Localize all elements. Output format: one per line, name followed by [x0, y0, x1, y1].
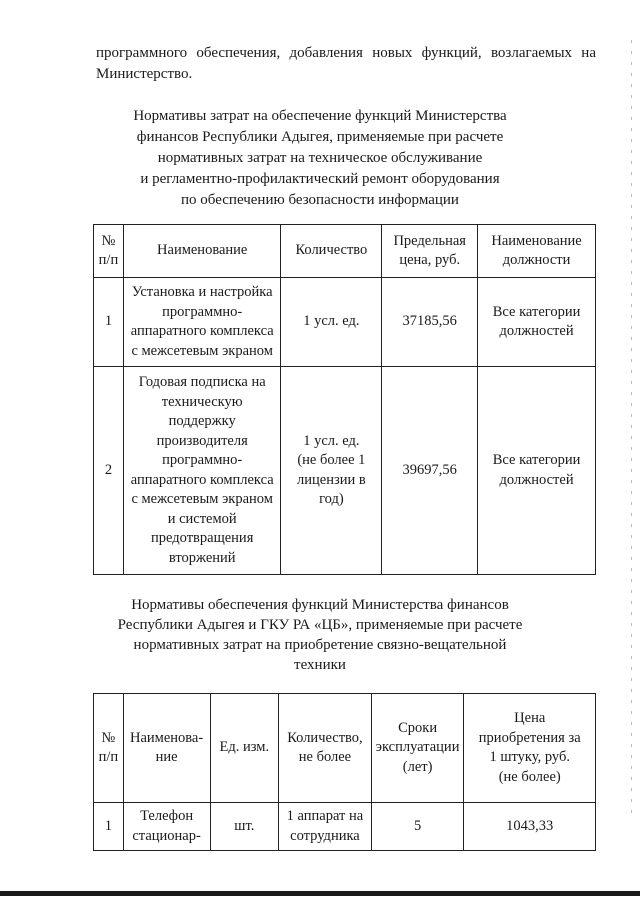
heading1-line-2: финансов Республики Адыгея, применяемые при расчете [136, 129, 504, 145]
table-cell [371, 803, 464, 851]
cell-text-line: Количество, [287, 729, 363, 746]
cell-text-line: Цена [514, 710, 546, 726]
cell-text-line: Годовая подписка на [138, 374, 266, 390]
cell-text-line: 1043,33 [506, 817, 554, 834]
cell-text-line: поддержку [168, 413, 236, 429]
table-cell [210, 803, 279, 851]
table-norms-telephony [93, 693, 596, 851]
column-header [478, 225, 596, 278]
column-header [123, 225, 281, 278]
column-header [464, 694, 596, 803]
cell-text-line: Наименование [157, 242, 248, 259]
cell-text-line: 39697,56 [402, 461, 457, 478]
cell-text-line: цена, руб. [399, 252, 461, 268]
heading2-line-2: Республики Адыгея и ГКУ РА «ЦБ», применяемые при расчете [117, 617, 523, 633]
column-header [94, 694, 124, 803]
column-header [94, 225, 124, 278]
cell-text-line: Установка и настройка [131, 284, 273, 300]
cell-text-line: 1 аппарат на [286, 808, 364, 824]
cell-text-line: предотвращения [151, 530, 254, 546]
column-header [279, 694, 372, 803]
cell-text-line: 1 [104, 313, 113, 330]
table-cell [382, 367, 478, 575]
table-cell [281, 278, 382, 367]
cell-text-line: аппаратного комплекса [130, 471, 274, 488]
cell-text-line: 1 усл. ед. [303, 313, 360, 330]
cell-text-line: (лет) [402, 758, 433, 775]
cell-text-line: № [101, 729, 116, 746]
cell-text-line: стационар- [132, 827, 201, 844]
cell-text-line: Наименование [491, 232, 582, 249]
column-header [382, 225, 478, 278]
column-header [123, 694, 210, 803]
page-bottom-rule [0, 891, 640, 896]
table-cell [281, 367, 382, 575]
cell-text-line: (не более) [498, 768, 561, 785]
heading2-line-3: нормативных затрат на приобретение связно-вещательной [133, 637, 507, 653]
cell-text-line: с межсетевым экраном [131, 342, 273, 359]
cell-text-line: Все категории [492, 452, 581, 468]
cell-text-line: должностей [499, 471, 574, 488]
table-cell [94, 803, 124, 851]
table-header-row [94, 225, 596, 278]
column-header [210, 694, 279, 803]
table-cell [464, 803, 596, 851]
cell-text-line: и системой [167, 510, 237, 527]
heading1-line-5: по обеспечению безопасности информации [181, 192, 459, 208]
cell-text-line: Предельная [393, 232, 466, 249]
table-cell [123, 803, 210, 851]
table-norms-maintenance [93, 224, 596, 575]
heading1-line-4: и регламентно-профилактический ремонт оборудования [140, 171, 500, 187]
heading1-line-3: нормативных затрат на техническое обслуживание [157, 150, 483, 166]
cell-text-line: 1 усл. ед. [303, 432, 360, 449]
table-cell [123, 367, 281, 575]
cell-text-line: лицензии в [297, 471, 366, 488]
cell-text-line: техническую [161, 393, 243, 410]
table-row [94, 278, 596, 367]
cell-text-line: Все категории [492, 303, 581, 320]
cell-text-line: Количество [295, 242, 368, 259]
table-cell [94, 367, 124, 575]
heading2-line-4: техники [294, 657, 346, 673]
column-header [281, 225, 382, 278]
cell-text-line: шт. [234, 817, 255, 834]
cell-text-line: 37185,56 [402, 313, 457, 330]
cell-text-line: 1 [104, 817, 112, 834]
cell-text-line: п/п [98, 749, 119, 765]
cell-text-line: аппаратного комплекса [130, 323, 274, 339]
table-row [94, 367, 596, 575]
cell-text-line: программно- [162, 452, 243, 468]
cell-text-line: год) [319, 491, 344, 507]
cell-text-line: производителя [156, 432, 248, 449]
table-cell [123, 278, 281, 367]
cell-text-line: Телефон [140, 808, 194, 824]
intro-line-2: Министерство. [96, 66, 193, 82]
cell-text-line: вторжений [168, 549, 236, 566]
heading1-line-1: Нормативы затрат на обеспечение функций Министерства [133, 108, 507, 124]
cell-text-line: Ед. изм. [219, 739, 270, 756]
cell-text-line: с межсетевым экраном [131, 491, 273, 507]
cell-text-line: эксплуатации [375, 739, 460, 756]
column-header [371, 694, 464, 803]
table-cell [94, 278, 124, 367]
intro-line-1: программного обеспечения, добавления новых функций, возлагаемых на [96, 45, 596, 61]
scan-edge-mark [631, 40, 632, 820]
cell-text-line: № [101, 232, 116, 249]
cell-text-line: должностей [499, 323, 574, 339]
table-cell [382, 278, 478, 367]
cell-text-line: сотрудника [290, 827, 360, 844]
table-row [94, 803, 596, 851]
cell-text-line: 2 [104, 461, 113, 478]
cell-text-line: Сроки [398, 719, 438, 736]
cell-text-line: не более [298, 749, 352, 765]
cell-text-line: 5 [413, 817, 422, 834]
cell-text-line: ние [155, 749, 178, 765]
cell-text-line: должности [502, 252, 571, 268]
cell-text-line: программно- [162, 303, 243, 320]
cell-text-line: п/п [98, 252, 119, 268]
cell-text-line: 1 штуку, руб. [489, 749, 570, 765]
cell-text-line: (не более 1 [297, 452, 366, 468]
cell-text-line: Наименова- [129, 729, 204, 746]
table-header-row [94, 694, 596, 803]
heading2-line-1: Нормативы обеспечения функций Министерства финансов [131, 597, 509, 613]
table-cell [279, 803, 372, 851]
table-cell [478, 367, 596, 575]
cell-text-line: приобретения за [478, 729, 581, 746]
table-cell [478, 278, 596, 367]
